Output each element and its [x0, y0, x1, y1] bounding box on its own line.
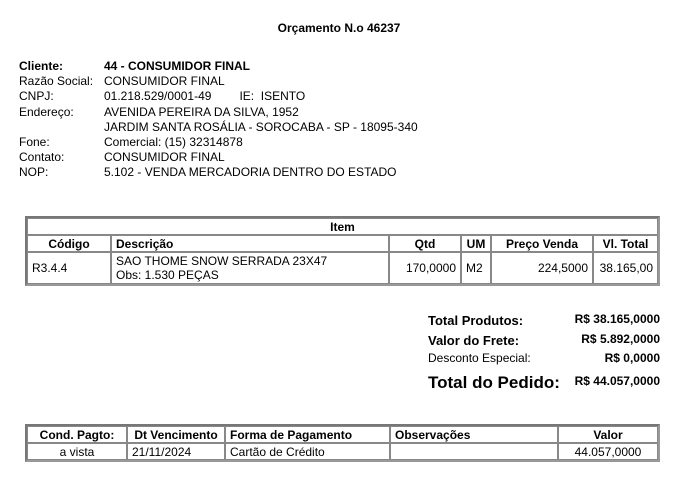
fone-label: Fone: [19, 134, 50, 149]
header-forma: Forma de Pagamento [225, 426, 390, 443]
cnpj-value: 01.218.529/0001-49 [104, 89, 212, 104]
cnpj-row [19, 89, 418, 104]
desconto-row [428, 351, 660, 371]
contato-label: Contato: [19, 150, 65, 165]
cliente-row [19, 59, 418, 74]
header-cond: Cond. Pagto: [27, 426, 127, 443]
descricao-obs: Obs: 1.530 PEÇAS [116, 268, 219, 282]
header-um: UM [461, 235, 491, 252]
cell-preco: 224,5000 [491, 252, 593, 284]
table-row [27, 443, 658, 460]
items-table [25, 216, 660, 286]
ie-label: IE: [239, 89, 255, 104]
nop-value: 5.102 - VENDA MERCADORIA DENTRO DO ESTADO [104, 165, 397, 180]
desconto-value: R$ 0,0000 [604, 351, 660, 365]
cnpj-label: CNPJ: [19, 89, 54, 104]
endereco-line2: JARDIM SANTA ROSÁLIA - SOROCABA - SP - 18095-340 [104, 119, 418, 134]
total-produtos-row [428, 311, 660, 331]
endereco-row-2 [19, 120, 418, 135]
cell-valor: 44.057,0000 [558, 443, 658, 460]
fone-row [19, 135, 418, 150]
razao-row [19, 74, 418, 89]
fone-value: Comercial: (15) 32314878 [104, 134, 243, 149]
cell-codigo: R3.4.4 [27, 252, 111, 284]
total-pedido-label: Total do Pedido: [428, 373, 560, 392]
total-pedido-row [428, 371, 660, 391]
endereco-label: Endereço: [19, 104, 74, 119]
header-valor: Valor [558, 426, 658, 443]
contato-row [19, 150, 418, 165]
razao-label: Razão Social: [19, 74, 94, 89]
header-vencimento: Dt Vencimento [127, 426, 225, 443]
descricao-text: SAO THOME SNOW SERRADA 23X47 [116, 254, 328, 268]
items-header-row [27, 235, 658, 252]
cell-forma: Cartão de Crédito [225, 443, 390, 460]
nop-row [19, 165, 418, 180]
header-qtd: Qtd [389, 235, 461, 252]
frete-row [428, 331, 660, 351]
razao-value: CONSUMIDOR FINAL [104, 74, 225, 89]
client-info [19, 59, 418, 181]
header-total: Vl. Total [593, 235, 658, 252]
totals-block [428, 311, 660, 391]
contato-value: CONSUMIDOR FINAL [104, 150, 225, 165]
total-pedido-value: R$ 44.057,0000 [574, 374, 660, 388]
cell-descricao [111, 252, 389, 284]
frete-value: R$ 5.892,0000 [581, 332, 660, 346]
total-produtos-label: Total Produtos: [428, 313, 524, 328]
cell-um: M2 [461, 252, 491, 284]
header-preco: Preço Venda [491, 235, 593, 252]
cliente-label: Cliente: [19, 59, 64, 73]
items-caption: Item [27, 218, 658, 235]
cell-vencimento: 21/11/2024 [127, 443, 225, 460]
nop-label: NOP: [19, 165, 49, 180]
endereco-line1: AVENIDA PEREIRA DA SILVA, 1952 [104, 104, 299, 119]
header-codigo: Código [27, 235, 111, 252]
total-produtos-value: R$ 38.165,0000 [574, 312, 660, 326]
document-title: Orçamento N.o 46237 [277, 21, 401, 35]
table-row [27, 252, 658, 284]
cliente-value: 44 - CONSUMIDOR FINAL [104, 59, 251, 73]
header-observacoes: Observações [390, 426, 558, 443]
cell-cond: a vista [27, 443, 127, 460]
payment-header-row [27, 426, 658, 443]
payment-table [25, 424, 660, 462]
endereco-row [19, 105, 418, 120]
header-descricao: Descrição [111, 235, 389, 252]
cell-observacoes [390, 443, 558, 460]
frete-label: Valor do Frete: [428, 333, 520, 348]
desconto-label: Desconto Especial: [428, 351, 531, 365]
cell-total: 38.165,00 [593, 252, 658, 284]
ie-value: ISENTO [260, 89, 306, 104]
cell-qtd: 170,0000 [389, 252, 461, 284]
